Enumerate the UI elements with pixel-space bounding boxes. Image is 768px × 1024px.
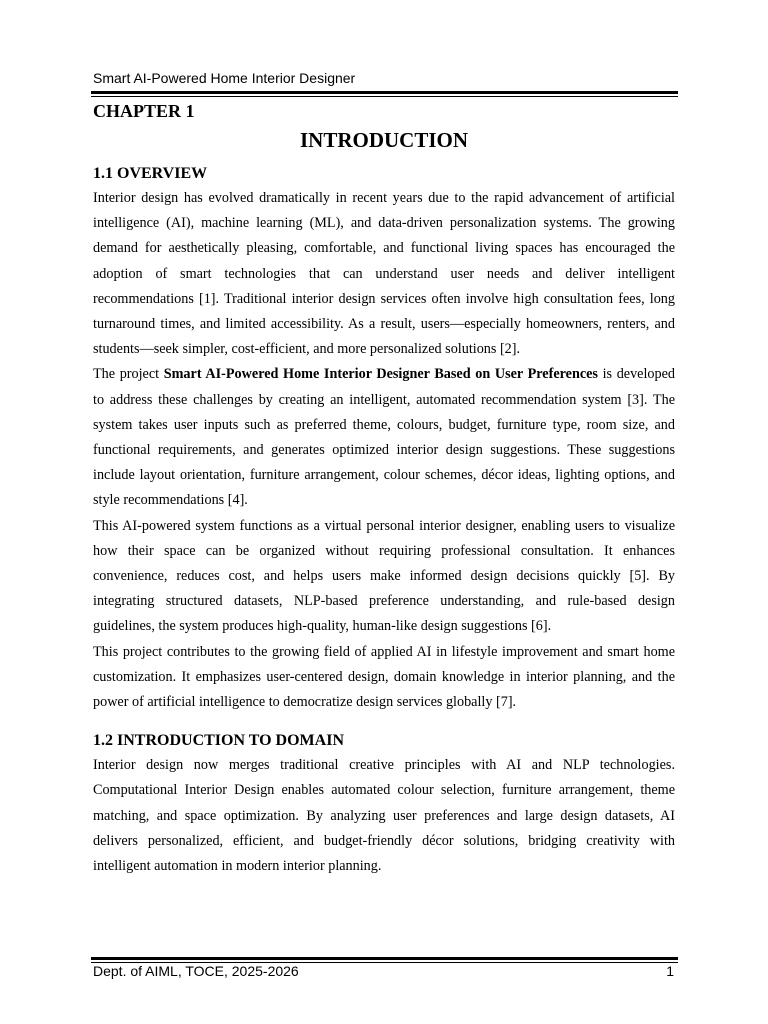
page-body bbox=[93, 98, 675, 879]
paragraph: Interior design has evolved dramatically in recent years due to the rapid advancement of artificial intelligence (AI), machine learning (ML), and data-driven personalization systems. The growing demand for aesthetically pleasing, comfortable, and functional living spaces has encouraged the adoption of smart technologies that can understand user needs and deliver intelligent recommendations [1]. Traditional interior design services often involve high consultation fees, long turnaround times, and limited accessibility. As a result, users—especially homeowners, renters, and students—seek simpler, cost-efficient, and more personalized solutions [2]. bbox=[93, 190, 675, 358]
chapter-label: CHAPTER 1 bbox=[93, 101, 195, 121]
paragraph-lead: The project bbox=[93, 366, 164, 383]
paragraph: This project contributes to the growing field of applied AI in lifestyle improvement and smart home customization. It emphasizes user-centered design, domain knowledge in interior planning, and the power of artificial intelligence to democratize design services globally [7]. bbox=[93, 643, 675, 711]
project-title-bold: Smart AI-Powered Home Interior Designer Based on User Preferences bbox=[163, 366, 598, 383]
section-heading-domain: 1.2 INTRODUCTION TO DOMAIN bbox=[93, 732, 344, 750]
header-rule bbox=[91, 91, 678, 97]
paragraph: Interior design now merges traditional creative principles with AI and NLP technologies. Computational Interior Design enables automated colour selection, furniture arrangement, theme matching, and space optimization. By analyzing user preferences and large design datasets, AI delivers personalized, efficient, and budget-friendly décor solutions, bridging creativity with intelligent automation in modern interior planning. bbox=[93, 757, 675, 875]
paragraph-rest: is developed to address these challenges by creating an intelligent, automated recommendation system [3]. The system takes user inputs such as preferred theme, colours, budget, furniture type, room size, and functional requirements, and generates optimized interior design suggestions. These suggestions include layout orientation, furniture arrangement, colour schemes, décor ideas, lighting options, and style recommendations [4]. bbox=[93, 366, 676, 509]
page-number: 1 bbox=[666, 963, 674, 979]
paragraph bbox=[93, 362, 675, 513]
footer-department: Dept. of AIML, TOCE, 2025-2026 bbox=[93, 963, 299, 979]
section-heading-overview: 1.1 OVERVIEW bbox=[93, 165, 208, 182]
paragraph: This AI-powered system functions as a virtual personal interior designer, enabling users to visualize how their space can be organized without requiring professional consultation. It enhances convenience, reduces cost, and helps users make informed design decisions quickly [5]. By integrating structured datasets, NLP-based preference understanding, and rule-based design guidelines, the system produces high-quality, human-like design suggestions [6]. bbox=[93, 517, 675, 635]
chapter-title: INTRODUCTION bbox=[299, 128, 469, 152]
running-header: Smart AI-Powered Home Interior Designer bbox=[93, 70, 356, 86]
